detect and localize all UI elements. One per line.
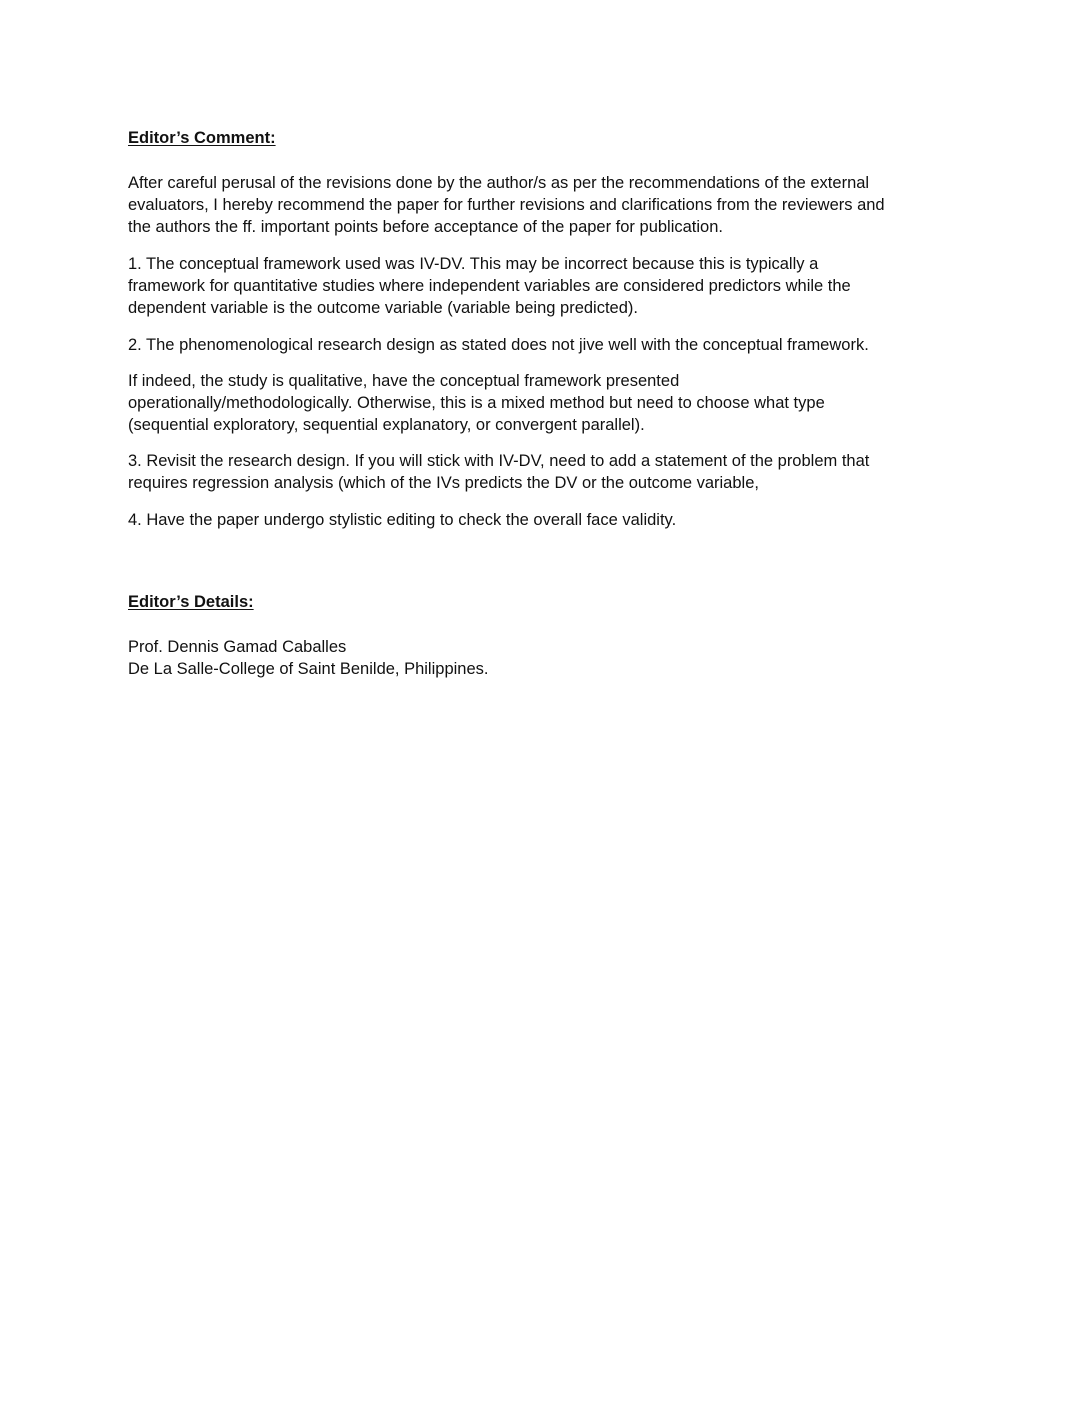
intro-line-3: the authors the ff. important points before acceptance of the paper for publication. xyxy=(128,218,723,236)
editor-name: Prof. Dennis Gamad Caballes xyxy=(128,638,347,656)
point-1-line-1: 1. The conceptual framework used was IV-DV. This may be incorrect because this is typically a xyxy=(128,255,819,273)
point-1-line-3: dependent variable is the outcome variable (variable being predicted). xyxy=(128,299,638,317)
point-1-line-2: framework for quantitative studies where independent variables are considered predictors while the xyxy=(128,277,851,295)
point-2-line-1: 2. The phenomenological research design as stated does not jive well with the conceptual framework. xyxy=(128,336,869,354)
intro-paragraph xyxy=(128,172,958,238)
point-3-paragraph xyxy=(128,450,958,494)
editor-affiliation: De La Salle-College of Saint Benilde, Philippines. xyxy=(128,660,489,678)
point-2-followup-line-1: If indeed, the study is qualitative, have the conceptual framework presented xyxy=(128,372,680,390)
point-2-followup-line-3: (sequential exploratory, sequential explanatory, or convergent parallel). xyxy=(128,416,645,434)
intro-line-2: evaluators, I hereby recommend the paper for further revisions and clarifications from the reviewers and xyxy=(128,196,885,214)
intro-line-1: After careful perusal of the revisions done by the author/s as per the recommendations of the external xyxy=(128,174,870,192)
point-4-line-1: 4. Have the paper undergo stylistic editing to check the overall face validity. xyxy=(128,511,677,529)
point-1-paragraph xyxy=(128,253,958,319)
point-4-paragraph xyxy=(128,509,958,531)
point-2-followup-paragraph xyxy=(128,370,958,436)
editors-details-heading: Editor’s Details: xyxy=(128,593,254,611)
point-3-line-2: requires regression analysis (which of the IVs predicts the DV or the outcome variable, xyxy=(128,474,759,492)
editors-comment-heading: Editor’s Comment: xyxy=(128,129,276,147)
point-2-followup-line-2: operationally/methodologically. Otherwise, this is a mixed method but need to choose what type xyxy=(128,394,825,412)
editor-details-block xyxy=(128,636,958,680)
point-3-line-1: 3. Revisit the research design. If you will stick with IV-DV, need to add a statement of the problem that xyxy=(128,452,870,470)
point-2-paragraph xyxy=(128,334,958,356)
document-page xyxy=(128,0,958,1408)
